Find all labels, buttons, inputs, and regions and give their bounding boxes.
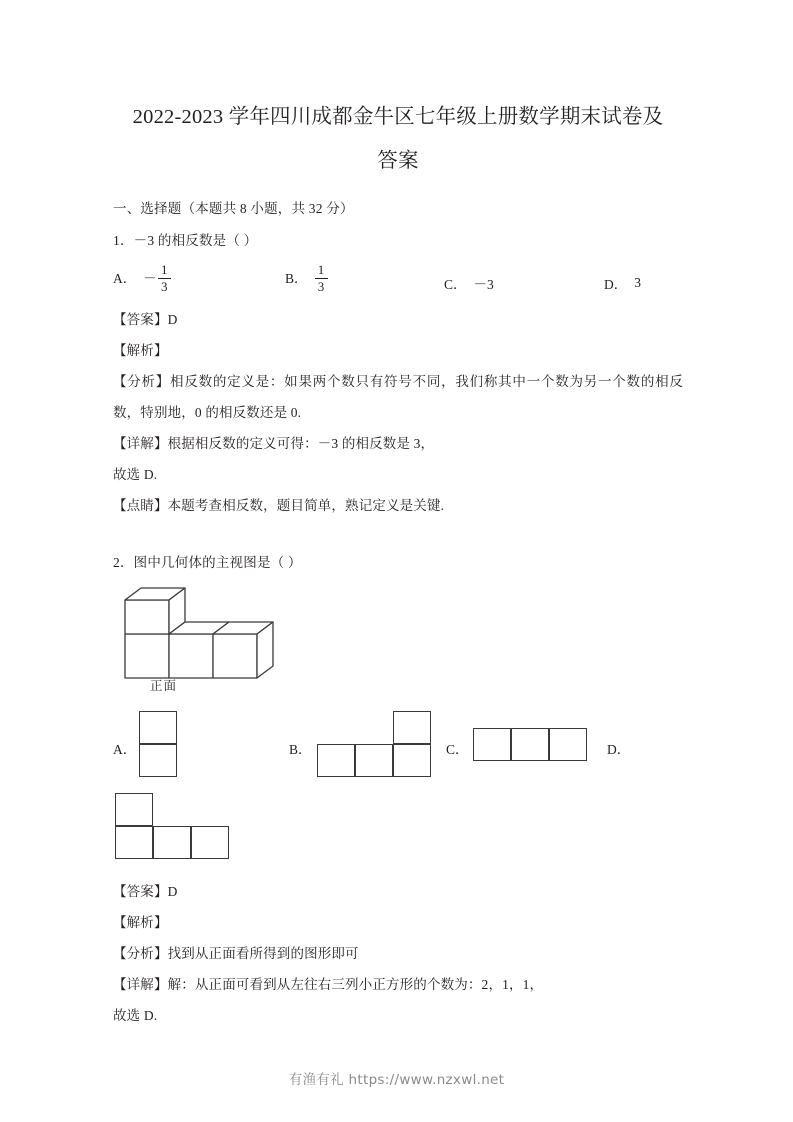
page-title-line-2: 答案 [377, 150, 419, 172]
front-view-label: 正面 [150, 679, 178, 693]
question-2-analysis-header: 【解析】 [113, 915, 168, 930]
question-1-answer: 【答案】D [113, 312, 178, 327]
option-a-denominator: 3 [161, 278, 168, 294]
grid-cell [115, 793, 153, 826]
question-1-choice: 故选 D. [113, 467, 158, 482]
question-2-analysis: 【分析】找到从正面看所得到的图形即可 [113, 946, 359, 961]
page-title [113, 95, 683, 183]
section-heading: 一、选择题（本题共 8 小题，共 32 分） [113, 201, 354, 216]
question-1-analysis: 【分析】相反数的定义是：如果两个数只有符号不同，我们称其中一个数为另一个数的相反数，特别地，0 的相反数还是 0. [113, 374, 683, 420]
question-2-option-c-label: C． [446, 742, 469, 757]
grid-cell [191, 826, 229, 859]
grid-cell [139, 711, 177, 744]
question-1-option-c[interactable] [444, 273, 494, 293]
option-a-label: A． [113, 271, 137, 287]
grid-cell [393, 711, 431, 744]
option-b-label: B． [285, 271, 308, 287]
question-1-option-a[interactable] [113, 262, 171, 292]
grid-cell [115, 826, 153, 859]
question-1-tip: 【点睛】本题考查相反数，题目简单，熟记定义是关键. [113, 498, 445, 513]
question-2-option-b-label: B． [289, 742, 312, 757]
option-a-numerator: 1 [161, 262, 168, 277]
question-1-analysis-header: 【解析】 [113, 343, 168, 358]
question-2-option-d-label: D． [607, 742, 631, 757]
question-2-options-row-2 [113, 788, 683, 876]
option-c-value: －3 [473, 277, 494, 292]
grid-cell [393, 744, 431, 777]
option-c-label: C． [444, 277, 467, 292]
option-a-value [143, 262, 171, 292]
question-2-option-a-label: A． [113, 742, 137, 757]
option-b-numerator: 1 [317, 262, 325, 277]
question-1-option-d[interactable] [604, 273, 641, 293]
footer-watermark: 有渔有礼 https://www.nzxwl.net [288, 1072, 505, 1088]
option-b-fraction [315, 263, 328, 293]
grid-cell [317, 744, 355, 777]
isometric-solid-svg [117, 584, 277, 694]
question-1-options [113, 258, 683, 304]
question-2-answer: 【答案】D [113, 884, 178, 899]
page-title-line-1: 2022-2023 学年四川成都金牛区七年级上册数学期末试卷及 [132, 106, 664, 128]
option-a-sign: － [143, 271, 157, 287]
option-b-denominator: 3 [317, 278, 325, 294]
question-2-stem: 2．图中几何体的主视图是（ ） [113, 555, 302, 570]
question-1-stem: 1．－3 的相反数是（ ） [113, 233, 258, 248]
grid-cell [511, 728, 549, 761]
question-2-choice: 故选 D. [113, 1008, 158, 1023]
option-a-fraction [158, 263, 171, 293]
option-b-value [315, 262, 328, 292]
grid-cell [153, 826, 191, 859]
grid-cell [139, 744, 177, 777]
option-d-value: 3 [634, 275, 641, 290]
grid-cell [355, 744, 393, 777]
grid-cell [549, 728, 587, 761]
question-2-options-row-1 [113, 706, 683, 786]
document-content [113, 95, 683, 1031]
grid-cell [473, 728, 511, 761]
question-1-detail: 【详解】根据相反数的定义可得：－3 的相反数是 3， [113, 436, 435, 451]
option-d-label: D． [604, 277, 628, 292]
question-2-detail: 【详解】解：从正面可看到从左往右三列小正方形的个数为：2，1，1， [113, 977, 544, 992]
question-1-option-b[interactable] [285, 262, 328, 292]
question-2-solid-figure [113, 584, 683, 702]
